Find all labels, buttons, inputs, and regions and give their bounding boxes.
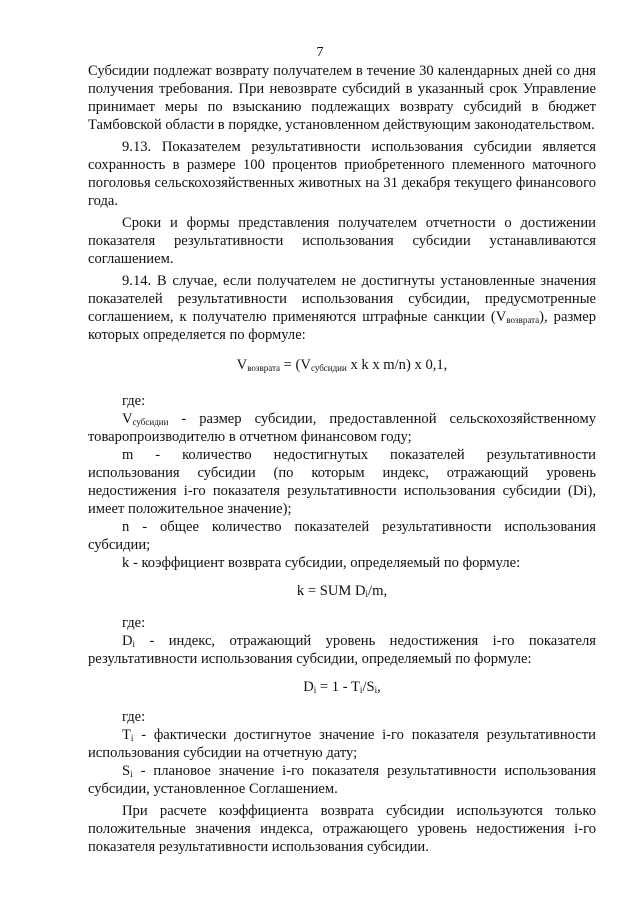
- definition-s: $S_i$ - плановое значение i-го показателя результативности использования субсидии, установленное Соглашением.: [88, 763, 596, 797]
- formula-v-refund: $V_{возврата} = (V_{субсидии}$ x k x m/n) x 0,1,: [236, 357, 448, 373]
- definition-t: $T_i$ - фактически достигнутое значение i-го показателя результативности использования субсидии на отчетную дату;: [88, 727, 596, 761]
- definition-k: k - коэффициент возврата субсидии, определяемый по формуле:: [122, 555, 521, 571]
- definition-n: n - общее количество показателей результативности использования субсидии;: [88, 519, 596, 553]
- page-number: 7: [316, 45, 324, 60]
- paragraph-final: При расчете коэффициента возврата субсидии используются только положительные значения индекса, отражающего уровень недостижения i-го показателя результативности использования субсидии.: [88, 803, 596, 855]
- where-label-2: где:: [122, 615, 146, 631]
- paragraph-refund-terms: Субсидии подлежат возврату получателем в течение 30 календарных дней со дня получения требования. При невозврате субсидий в указанный срок Управление принимает меры по взысканию подлежащих возврату субсидий в бюджет Тамбовской области в порядке, установленном действующим законодательством.: [88, 63, 596, 133]
- where-label-1: где:: [122, 393, 146, 409]
- definition-m: m - количество недостигнутых показателей результативности использования субсидии (по которым индекс, отражающий уровень недостижения i-го показателя результативности использования субсидии (Di), имеет положительное значение);: [88, 447, 596, 517]
- definition-v-subsidy: $V_{субсидии}$ - размер субсидии, предоставленной сельскохозяйственному товаропроизводителю в отчетном финансовом году;: [88, 411, 596, 445]
- formula-k: k = SUM $D_i/m$,: [296, 583, 388, 599]
- where-label-3: где:: [122, 709, 146, 725]
- paragraph-reporting-terms: Сроки и формы представления получателем отчетности о достижении показателя результативности использования субсидии устанавливаются соглашением.: [88, 215, 596, 267]
- formula-d: $D_i = 1 - T_i/S_i$,: [303, 679, 381, 695]
- paragraph-9-14: 9.14. В случае, если получателем не достигнуты установленные значения показателей результативности использования субсидии, предусмотренные соглашением, к получателю применяются штрафные санкции $(V_{возврата})$, размер которых определяется по формуле:: [88, 273, 597, 343]
- definition-d: $D_i$ - индекс, отражающий уровень недостижения i-го показателя результативности использования субсидии, определяемый по формуле:: [88, 633, 596, 667]
- paragraph-9-13: 9.13. Показателем результативности использования субсидии является сохранность в размере 100 процентов приобретенного племенного маточного поголовья сельскохозяйственных животных на 31 декабря текущего финансового года.: [88, 139, 596, 209]
- document-body: [88, 62, 596, 856]
